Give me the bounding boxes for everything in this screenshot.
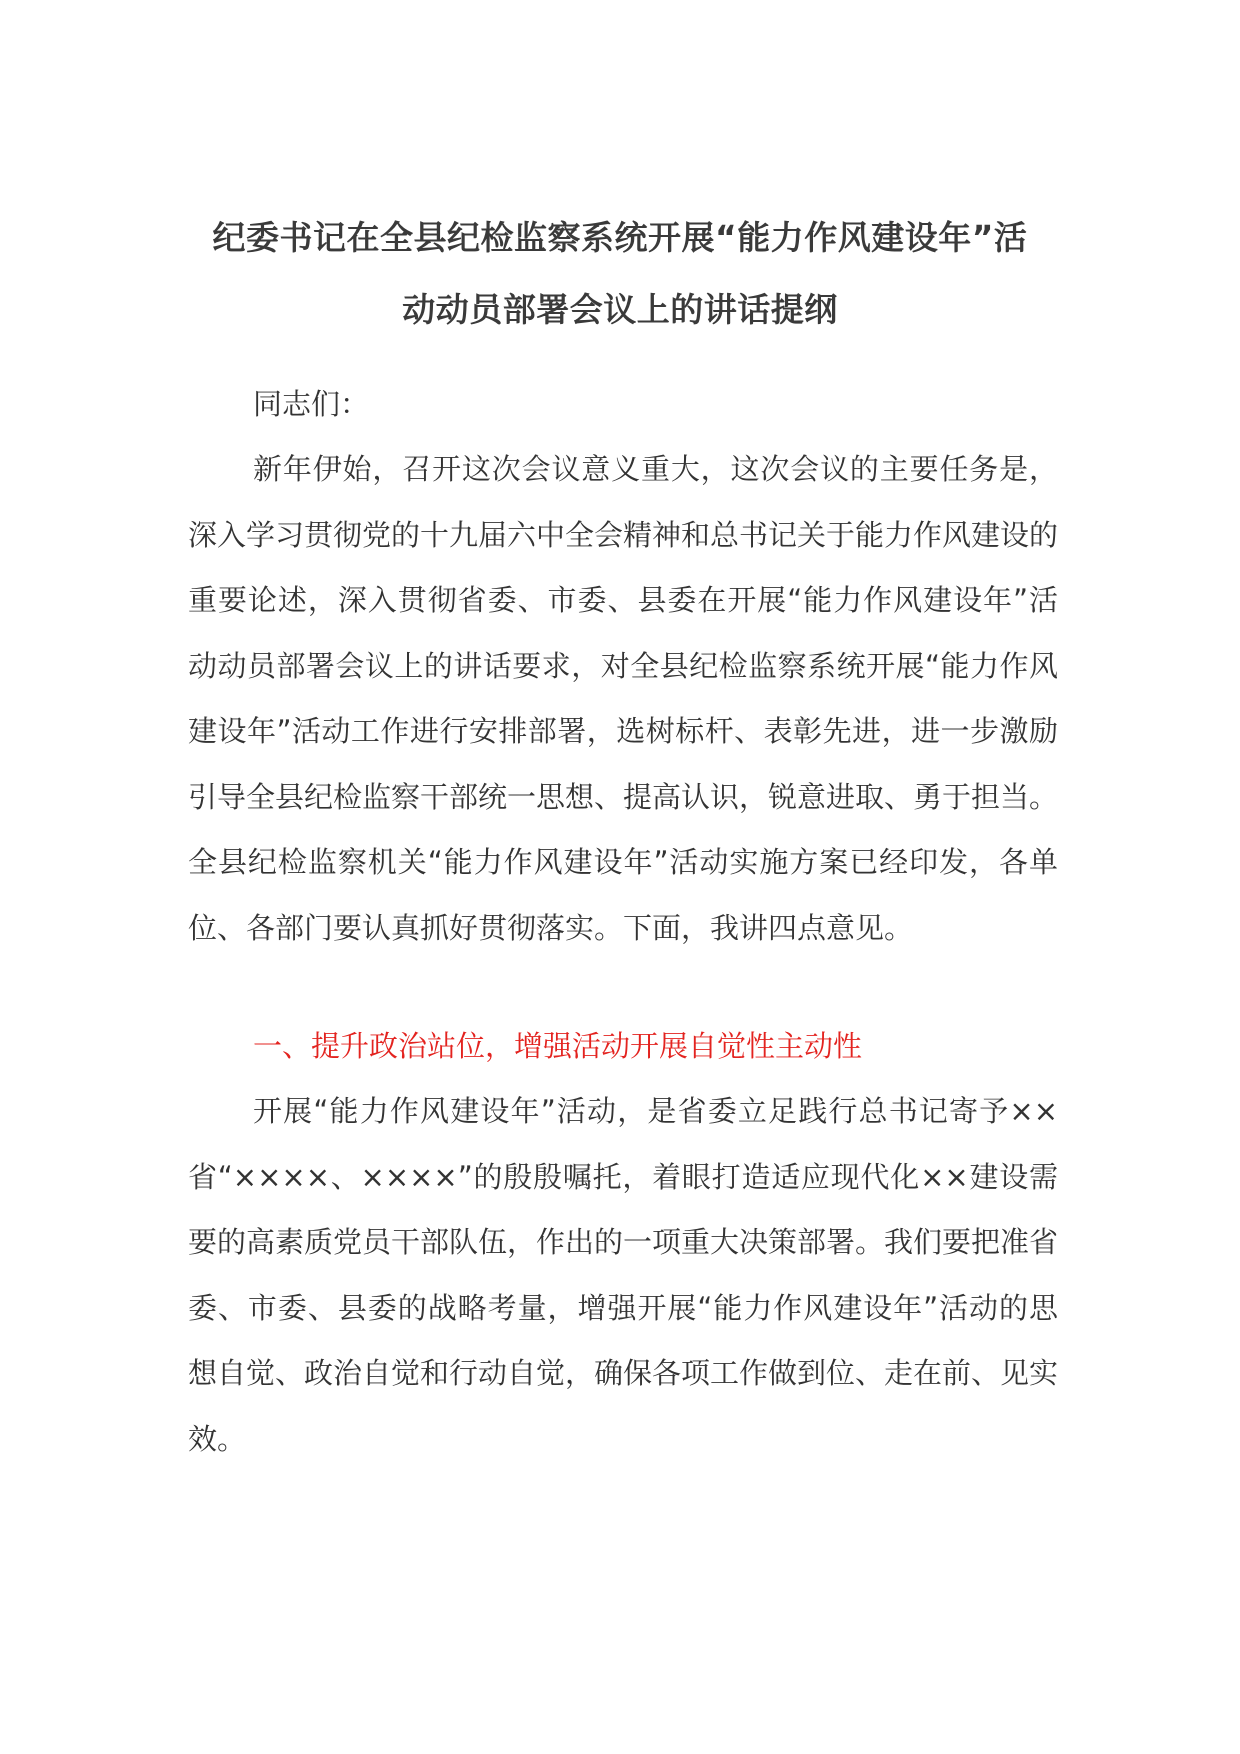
intro-block <box>188 437 1058 961</box>
section-1-block <box>188 1079 1058 1472</box>
title-line-2: 动动员部署会议上的讲话提纲 <box>402 290 838 329</box>
title-line-1: 纪委书记在全县纪检监察系统开展“能力作风建设年”活 <box>212 218 1028 257</box>
section-heading-1: 一、提升政治站位，增强活动开展自觉性主动性 <box>253 1029 863 1063</box>
intro-paragraph: 新年伊始，召开这次会议意义重大，这次会议的主要任务是，深入学习贯彻党的十九届六中全会精神和总书记关于能力作风建设的重要论述，深入贯彻省委、市委、县委在开展“能力作风建设年”活动动员部署会议上的讲话要求，对全县纪检监察系统开展“能力作风建设年”活动工作进行安排部署，选树标杆、表彰先进，进一步激励引导全县纪检监察干部统一思想、提高认识，锐意进取、勇于担当。全县纪检监察机关“能力作风建设年”活动实施方案已经印发，各单位、各部门要认真抓好贯彻落实。下面，我讲四点意见。 <box>188 452 1059 945</box>
section-1-paragraph: 开展“能力作风建设年”活动，是省委立足践行总书记寄予××省“××××、××××”的殷殷嘱托，着眼打造适应现代化××建设需要的高素质党员干部队伍，作出的一项重大决策部署。我们要把准省委、市委、县委的战略考量，增强开展“能力作风建设年”活动的思想自觉、政治自觉和行动自觉，确保各项工作做到位、走在前、见实效。 <box>188 1094 1059 1456</box>
salutation-block <box>188 372 1058 438</box>
document-title <box>190 202 1050 346</box>
salutation: 同志们： <box>253 387 370 421</box>
